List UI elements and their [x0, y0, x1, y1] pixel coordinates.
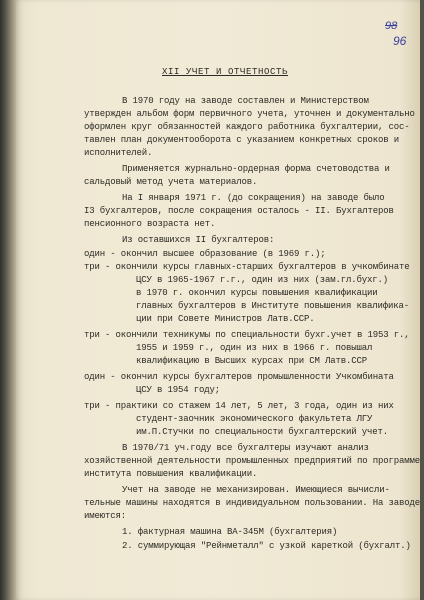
- text-line: ЦСУ в 1965-1967 г.г., один из них (зам.гл.бухг.): [136, 275, 389, 285]
- text-line: имеются:: [84, 511, 127, 521]
- section-heading: XII УЧЕТ И ОТЧЕТНОСТЬ: [162, 67, 289, 77]
- text-line: квалификацию в Высших курсах при СМ Латв.ССР: [136, 356, 368, 366]
- text-line: хозяйственной деятельности промышленных предприятий по программе: [84, 456, 421, 466]
- text-line: Применяется журнально-ордерная форма счетоводства и: [122, 164, 390, 174]
- list-item: 1. фактурная машина ВА-345М (бухгалтерия): [122, 527, 338, 537]
- text-line: три - практики со стажем 14 лет, 5 лет, 3 года, один из них: [84, 401, 394, 411]
- text-line: тельные машины находятся в индивидуальном пользовании. На заводе: [84, 498, 421, 508]
- text-line: тавлен план документооборота с указанием конкретных сроков и: [84, 135, 400, 145]
- text-line: ЦСУ в 1954 году;: [136, 385, 221, 395]
- text-line: один - окончил курсы бухгалтеров промышленности Учкомбината: [84, 372, 394, 382]
- text-line: института повышения квалификации.: [84, 469, 258, 479]
- text-line: Учет на заводе не механизирован. Имеющиеся вычисли-: [122, 485, 390, 495]
- text-line: один - окончил высшее образование (в 1969 г.);: [84, 249, 326, 259]
- text-line: в 1970 г. окончил курсы повышения квалификации: [136, 288, 378, 298]
- text-line: им.П.Стучки по специальности бухгалтерский учет.: [136, 427, 389, 437]
- text-line: три - окончили курсы главных-старших бухгалтеров в учкомбинате: [84, 262, 410, 272]
- text-line: I3 бухгалтеров, после сокращения осталось - II. Бухгалтеров: [84, 206, 394, 216]
- old-page-number: 98: [385, 20, 398, 32]
- text-line: главных бухгалтеров в Институте повышения квалифика-: [136, 301, 410, 311]
- text-line: В 1970 году на заводе составлен и Министерством: [122, 96, 369, 106]
- text-line: утвержден альбом форм первичного учета, уточнен и документально: [84, 109, 415, 119]
- text-line: пенсионного возраста нет.: [84, 219, 216, 229]
- text-line: сальдовый метод учета материалов.: [84, 177, 258, 187]
- text-line: студент-заочник экономического факультета ЛГУ: [136, 414, 373, 424]
- text-line: исполнителей.: [84, 148, 153, 158]
- text-line: 1955 и 1959 г., один из них в 1966 г. повышал: [136, 343, 373, 353]
- text-line: На I января 1971 г. (до сокращения) на заводе было: [122, 193, 385, 203]
- text-line: три - окончили техникумы по специальности бухг.учет в 1953 г.,: [84, 330, 410, 340]
- page-number: 96: [393, 34, 407, 48]
- list-item: 2. суммирующая "Рейнметалл" с узкой кареткой (бухгалт.): [122, 541, 411, 551]
- text-line: В 1970/71 уч.году все бухгалтеры изучают анализ: [122, 443, 369, 453]
- text-line: оформлен круг обязанностей каждого работника бухгалтерии, сос-: [84, 122, 410, 132]
- text-line: Из оставшихся II бухгалтеров:: [122, 235, 275, 245]
- text-line: ции при Совете Министров Латв.ССР.: [136, 314, 315, 324]
